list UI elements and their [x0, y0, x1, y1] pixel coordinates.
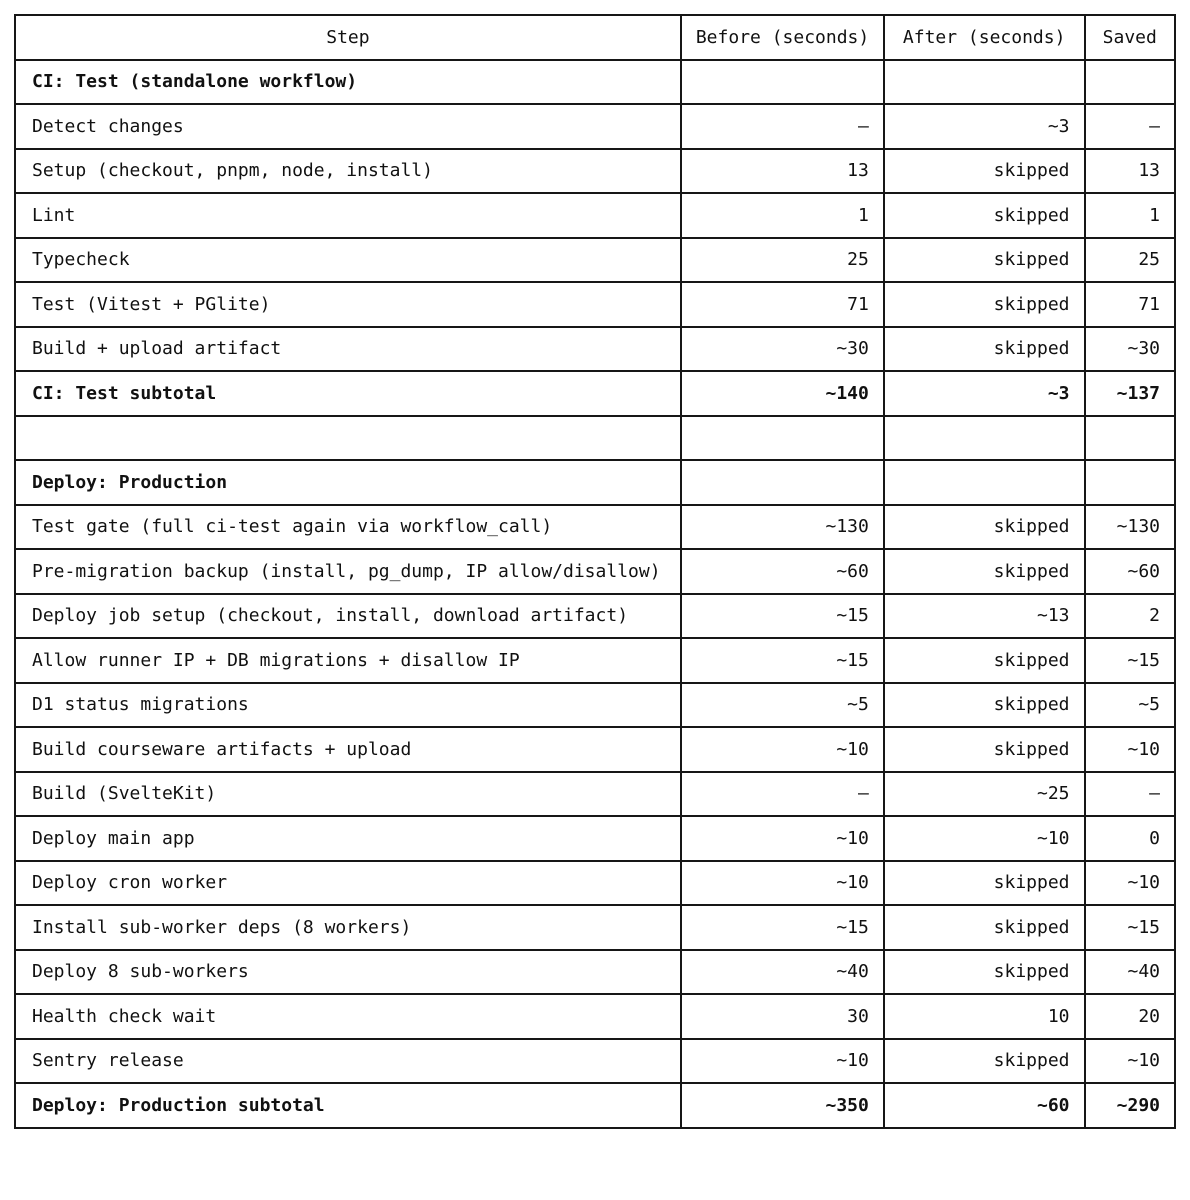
after-cell: skipped	[884, 193, 1085, 238]
after-cell: skipped	[884, 861, 1085, 906]
step-cell: Sentry release	[15, 1039, 681, 1084]
table-row	[15, 460, 1175, 505]
after-cell: ~25	[884, 772, 1085, 817]
step-cell: Deploy: Production	[15, 460, 681, 505]
table-row	[15, 683, 1175, 728]
step-cell: Build + upload artifact	[15, 327, 681, 372]
step-cell: CI: Test (standalone workflow)	[15, 60, 681, 105]
after-cell: skipped	[884, 727, 1085, 772]
after-cell: skipped	[884, 950, 1085, 995]
after-cell: skipped	[884, 1039, 1085, 1084]
saved-cell: ~15	[1085, 905, 1175, 950]
after-cell: skipped	[884, 327, 1085, 372]
after-cell: 10	[884, 994, 1085, 1039]
after-cell: ~3	[884, 104, 1085, 149]
before-cell	[681, 460, 884, 505]
saved-cell: –	[1085, 104, 1175, 149]
step-cell: Build courseware artifacts + upload	[15, 727, 681, 772]
after-cell	[884, 460, 1085, 505]
before-cell: ~40	[681, 950, 884, 995]
after-cell: skipped	[884, 149, 1085, 194]
table-row	[15, 594, 1175, 639]
column-header-saved: Saved	[1085, 15, 1175, 60]
table-row	[15, 772, 1175, 817]
saved-cell: 1	[1085, 193, 1175, 238]
step-cell: Deploy: Production subtotal	[15, 1083, 681, 1128]
after-cell: skipped	[884, 505, 1085, 550]
before-cell: ~10	[681, 1039, 884, 1084]
saved-cell: ~40	[1085, 950, 1175, 995]
table-row	[15, 727, 1175, 772]
saved-cell: ~130	[1085, 505, 1175, 550]
step-cell: CI: Test subtotal	[15, 371, 681, 416]
saved-cell: 0	[1085, 816, 1175, 861]
step-cell: Deploy main app	[15, 816, 681, 861]
after-cell	[884, 60, 1085, 105]
after-cell: skipped	[884, 905, 1085, 950]
table-body	[15, 60, 1175, 1128]
table-row	[15, 816, 1175, 861]
table-row	[15, 60, 1175, 105]
before-cell: ~15	[681, 905, 884, 950]
before-cell: 30	[681, 994, 884, 1039]
before-cell: –	[681, 772, 884, 817]
table-row	[15, 1083, 1175, 1128]
before-cell: ~140	[681, 371, 884, 416]
saved-cell: ~10	[1085, 727, 1175, 772]
table-row	[15, 371, 1175, 416]
column-header-step: Step	[15, 15, 681, 60]
table-row	[15, 149, 1175, 194]
saved-cell: ~10	[1085, 861, 1175, 906]
header-row	[15, 15, 1175, 60]
saved-cell: ~60	[1085, 549, 1175, 594]
saved-cell: ~30	[1085, 327, 1175, 372]
step-cell: Allow runner IP + DB migrations + disallow IP	[15, 638, 681, 683]
timing-comparison-table	[14, 14, 1176, 1129]
saved-cell: –	[1085, 772, 1175, 817]
saved-cell: 20	[1085, 994, 1175, 1039]
before-cell	[681, 416, 884, 461]
step-cell: Health check wait	[15, 994, 681, 1039]
after-cell: skipped	[884, 683, 1085, 728]
table-row	[15, 638, 1175, 683]
table-row	[15, 282, 1175, 327]
after-cell: ~10	[884, 816, 1085, 861]
saved-cell: 13	[1085, 149, 1175, 194]
after-cell: skipped	[884, 638, 1085, 683]
before-cell: ~30	[681, 327, 884, 372]
saved-cell: ~10	[1085, 1039, 1175, 1084]
saved-cell	[1085, 460, 1175, 505]
saved-cell: 2	[1085, 594, 1175, 639]
after-cell: ~3	[884, 371, 1085, 416]
table-row	[15, 905, 1175, 950]
before-cell: ~60	[681, 549, 884, 594]
table-row	[15, 193, 1175, 238]
before-cell: 13	[681, 149, 884, 194]
after-cell: skipped	[884, 238, 1085, 283]
step-cell: Deploy 8 sub-workers	[15, 950, 681, 995]
table-header	[15, 15, 1175, 60]
after-cell	[884, 416, 1085, 461]
before-cell: ~10	[681, 727, 884, 772]
before-cell: ~10	[681, 816, 884, 861]
table-row	[15, 994, 1175, 1039]
after-cell: ~60	[884, 1083, 1085, 1128]
step-cell: Test gate (full ci-test again via workflow_call)	[15, 505, 681, 550]
table-row	[15, 950, 1175, 995]
before-cell: 1	[681, 193, 884, 238]
step-cell: Deploy job setup (checkout, install, download artifact)	[15, 594, 681, 639]
before-cell: –	[681, 104, 884, 149]
before-cell: ~350	[681, 1083, 884, 1128]
step-cell: Deploy cron worker	[15, 861, 681, 906]
saved-cell	[1085, 60, 1175, 105]
table-row	[15, 861, 1175, 906]
after-cell: ~13	[884, 594, 1085, 639]
table-row	[15, 238, 1175, 283]
step-cell: Pre-migration backup (install, pg_dump, IP allow/disallow)	[15, 549, 681, 594]
saved-cell: ~15	[1085, 638, 1175, 683]
column-header-before: Before (seconds)	[681, 15, 884, 60]
table-row	[15, 104, 1175, 149]
saved-cell: ~5	[1085, 683, 1175, 728]
step-cell: Typecheck	[15, 238, 681, 283]
table-row	[15, 327, 1175, 372]
step-cell: D1 status migrations	[15, 683, 681, 728]
saved-cell: 25	[1085, 238, 1175, 283]
table-row	[15, 416, 1175, 461]
step-cell: Setup (checkout, pnpm, node, install)	[15, 149, 681, 194]
before-cell: 71	[681, 282, 884, 327]
before-cell: ~15	[681, 594, 884, 639]
table-row	[15, 549, 1175, 594]
saved-cell: 71	[1085, 282, 1175, 327]
step-cell: Lint	[15, 193, 681, 238]
table-row	[15, 505, 1175, 550]
saved-cell	[1085, 416, 1175, 461]
before-cell: ~5	[681, 683, 884, 728]
after-cell: skipped	[884, 282, 1085, 327]
before-cell: ~15	[681, 638, 884, 683]
step-cell: Test (Vitest + PGlite)	[15, 282, 681, 327]
before-cell: 25	[681, 238, 884, 283]
step-cell: Detect changes	[15, 104, 681, 149]
before-cell: ~130	[681, 505, 884, 550]
table-row	[15, 1039, 1175, 1084]
saved-cell: ~290	[1085, 1083, 1175, 1128]
before-cell: ~10	[681, 861, 884, 906]
column-header-after: After (seconds)	[884, 15, 1085, 60]
step-cell	[15, 416, 681, 461]
before-cell	[681, 60, 884, 105]
step-cell: Build (SvelteKit)	[15, 772, 681, 817]
step-cell: Install sub-worker deps (8 workers)	[15, 905, 681, 950]
after-cell: skipped	[884, 549, 1085, 594]
saved-cell: ~137	[1085, 371, 1175, 416]
